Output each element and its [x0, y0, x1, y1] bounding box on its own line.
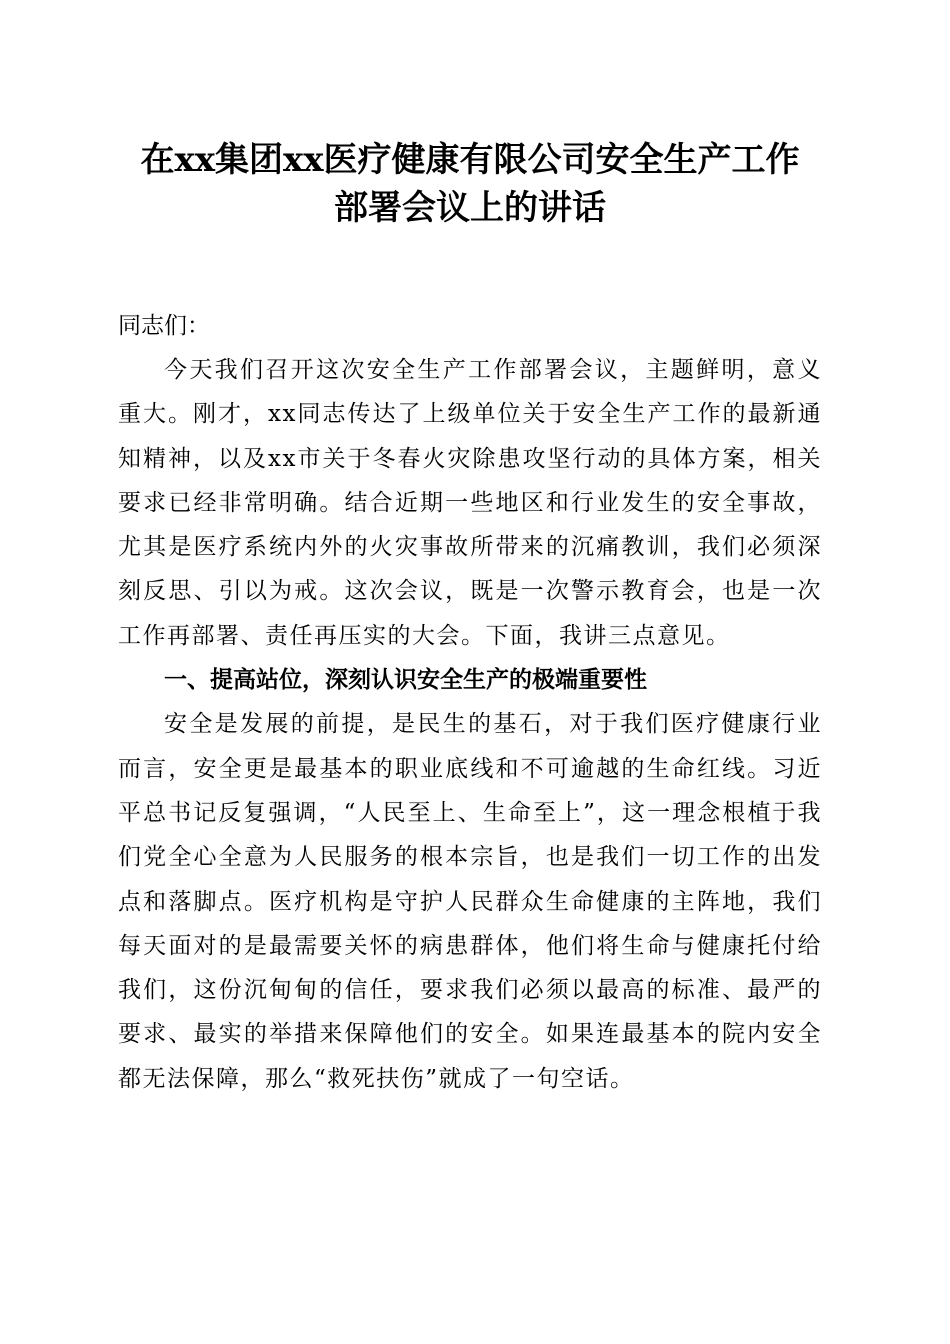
title-line-1: 在xx集团xx医疗健康有限公司安全生产工作	[140, 140, 800, 180]
document-page	[118, 136, 822, 1101]
section-heading-1: 一、提高站位，深刻认识安全生产的极端重要性	[164, 667, 647, 694]
document-title	[118, 136, 822, 232]
salutation: 同志们：	[118, 313, 210, 339]
paragraph-intro: 今天我们召开这次安全生产工作部署会议，主题鲜明，意义重大。刚才，xx同志传达了上级单位关于安全生产工作的最新通知精神，以及xx市关于冬春火灾除患攻坚行动的具体方案，相关要求已经非常明确。结合近期一些地区和行业发生的安全事故，尤其是医疗系统内外的火灾事故所带来的沉痛教训，我们必须深刻反思、引以为戒。这次会议，既是一次警示教育会，也是一次工作再部署、责任再压实的大会。下面，我讲三点意见。	[118, 357, 822, 649]
paragraph-section-1: 安全是发展的前提，是民生的基石，对于我们医疗健康行业而言，安全更是最基本的职业底线和不可逾越的生命红线。习近平总书记反复强调，“人民至上、生命至上”，这一理念根植于我们党全心全意为人民服务的根本宗旨，也是我们一切工作的出发点和落脚点。医疗机构是守护人民群众生命健康的主阵地，我们每天面对的是最需要关怀的病患群体，他们将生命与健康托付给我们，这份沉甸甸的信任，要求我们必须以最高的标准、最严的要求、最实的举措来保障他们的安全。如果连最基本的院内安全都无法保障，那么“救死扶伤”就成了一句空话。	[118, 711, 822, 1092]
title-line-2: 部署会议上的讲话	[334, 188, 606, 228]
